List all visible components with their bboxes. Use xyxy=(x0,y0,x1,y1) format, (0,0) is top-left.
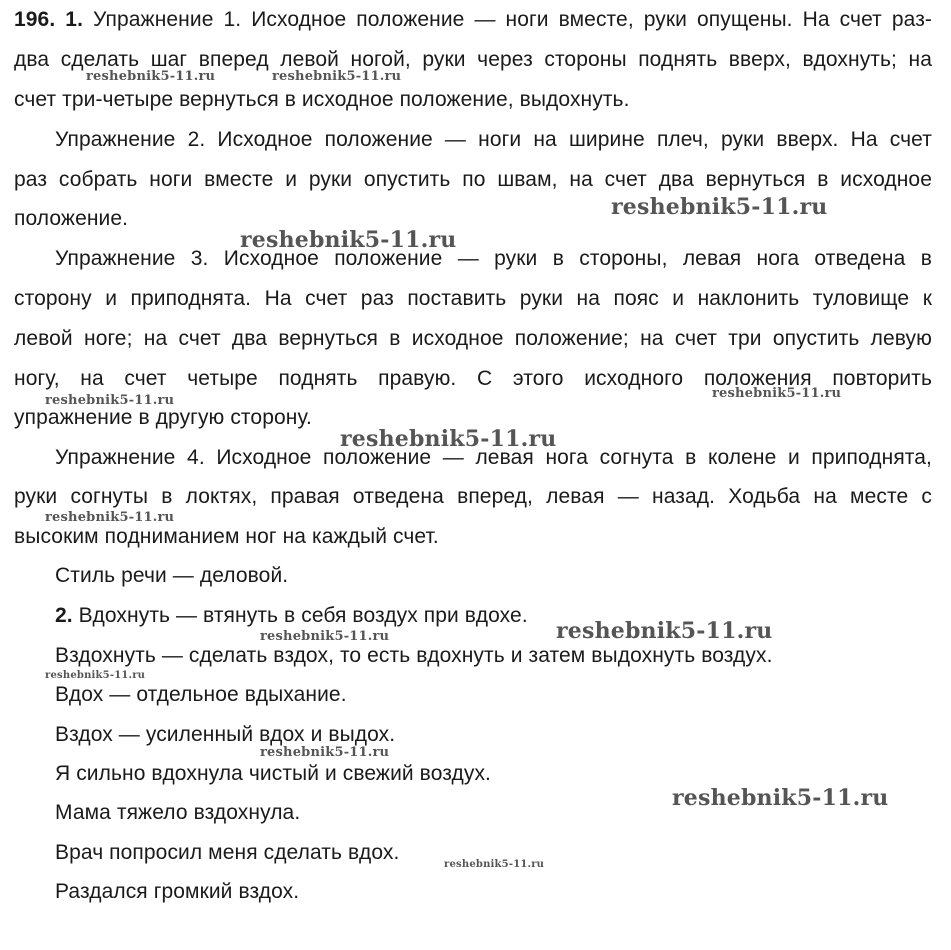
text-line: Вздохнуть — сделать вздох, то есть вдохнуть и затем выдохнуть воздух. xyxy=(55,644,773,667)
watermark: reshebnik5-11.ru xyxy=(260,745,390,760)
text-line: раз собрать ноги вместе и руки опустить по швам, на счет два вернуться в исходное xyxy=(14,168,932,191)
text-line: упражнение в другую сторону. xyxy=(14,406,312,429)
text-line: положение. xyxy=(14,207,129,230)
text-line: Мама тяжело вздохнула. xyxy=(55,801,301,824)
watermark: reshebnik5-11.ru xyxy=(45,670,146,681)
watermark: reshebnik5-11.ru xyxy=(556,618,773,644)
text-line: 196. 1. Упражнение 1. Исходное положение — ноги вместе, руки опущены. На счет раз- xyxy=(14,8,933,31)
watermark: reshebnik5-11.ru xyxy=(672,785,889,811)
task-part-number: 2. xyxy=(55,604,73,627)
watermark: reshebnik5-11.ru xyxy=(240,227,457,253)
text-line: руки согнуты в локтях, правая отведена вперед, левая — назад. Ходьба на месте с xyxy=(14,485,932,508)
text-line: два сделать шаг вперед левой ногой, руки через стороны поднять вверх, вдохнуть; на xyxy=(14,48,932,71)
watermark: reshebnik5-11.ru xyxy=(45,510,175,525)
text-line: левой ноге; на счет два вернуться в исходное положение; на счет три опустить левую xyxy=(14,327,932,350)
watermark: reshebnik5-11.ru xyxy=(272,69,402,84)
text-line: Раздался громкий вздох. xyxy=(55,880,300,903)
text-line: 2. Вдохнуть — втянуть в себя воздух при вдохе. xyxy=(55,604,528,627)
text-line: сторону и приподнята. На счет раз поставить руки на пояс и наклонить туловище к xyxy=(14,287,932,310)
watermark: reshebnik5-11.ru xyxy=(444,859,545,870)
task-part-number: 1. xyxy=(65,8,84,31)
text-line: Стиль речи — деловой. xyxy=(55,564,289,587)
text-line: Я сильно вдохнула чистый и свежий воздух. xyxy=(55,762,491,785)
text-line: Упражнение 2. Исходное положение — ноги на ширине плеч, руки вверх. На счет xyxy=(55,128,932,151)
watermark: reshebnik5-11.ru xyxy=(611,194,828,220)
watermark: reshebnik5-11.ru xyxy=(260,629,390,644)
watermark: reshebnik5-11.ru xyxy=(712,386,842,401)
text-line: высоким подниманием ног на каждый счет. xyxy=(14,525,439,548)
text-line: ногу, на счет четыре поднять правую. С этого исходного положения повторить xyxy=(14,367,932,390)
watermark: reshebnik5-11.ru xyxy=(45,393,175,408)
task-number: 196. xyxy=(14,8,56,31)
text-line: Упражнение 3. Исходное положение — руки в стороны, левая нога отведена в xyxy=(55,247,932,270)
text-line: Врач попросил меня сделать вдох. xyxy=(55,841,400,864)
text-line: Вздох — усиленный вдох и выдох. xyxy=(55,723,396,746)
text-line: счет три-четыре вернуться в исходное положение, выдохнуть. xyxy=(14,88,630,111)
watermark: reshebnik5-11.ru xyxy=(340,426,557,452)
text-line: Упражнение 4. Исходное положение — левая нога согнута в колене и приподнята, xyxy=(55,446,932,469)
watermark: reshebnik5-11.ru xyxy=(86,69,216,84)
text-line: Вдох — отдельное вдыхание. xyxy=(55,683,347,706)
